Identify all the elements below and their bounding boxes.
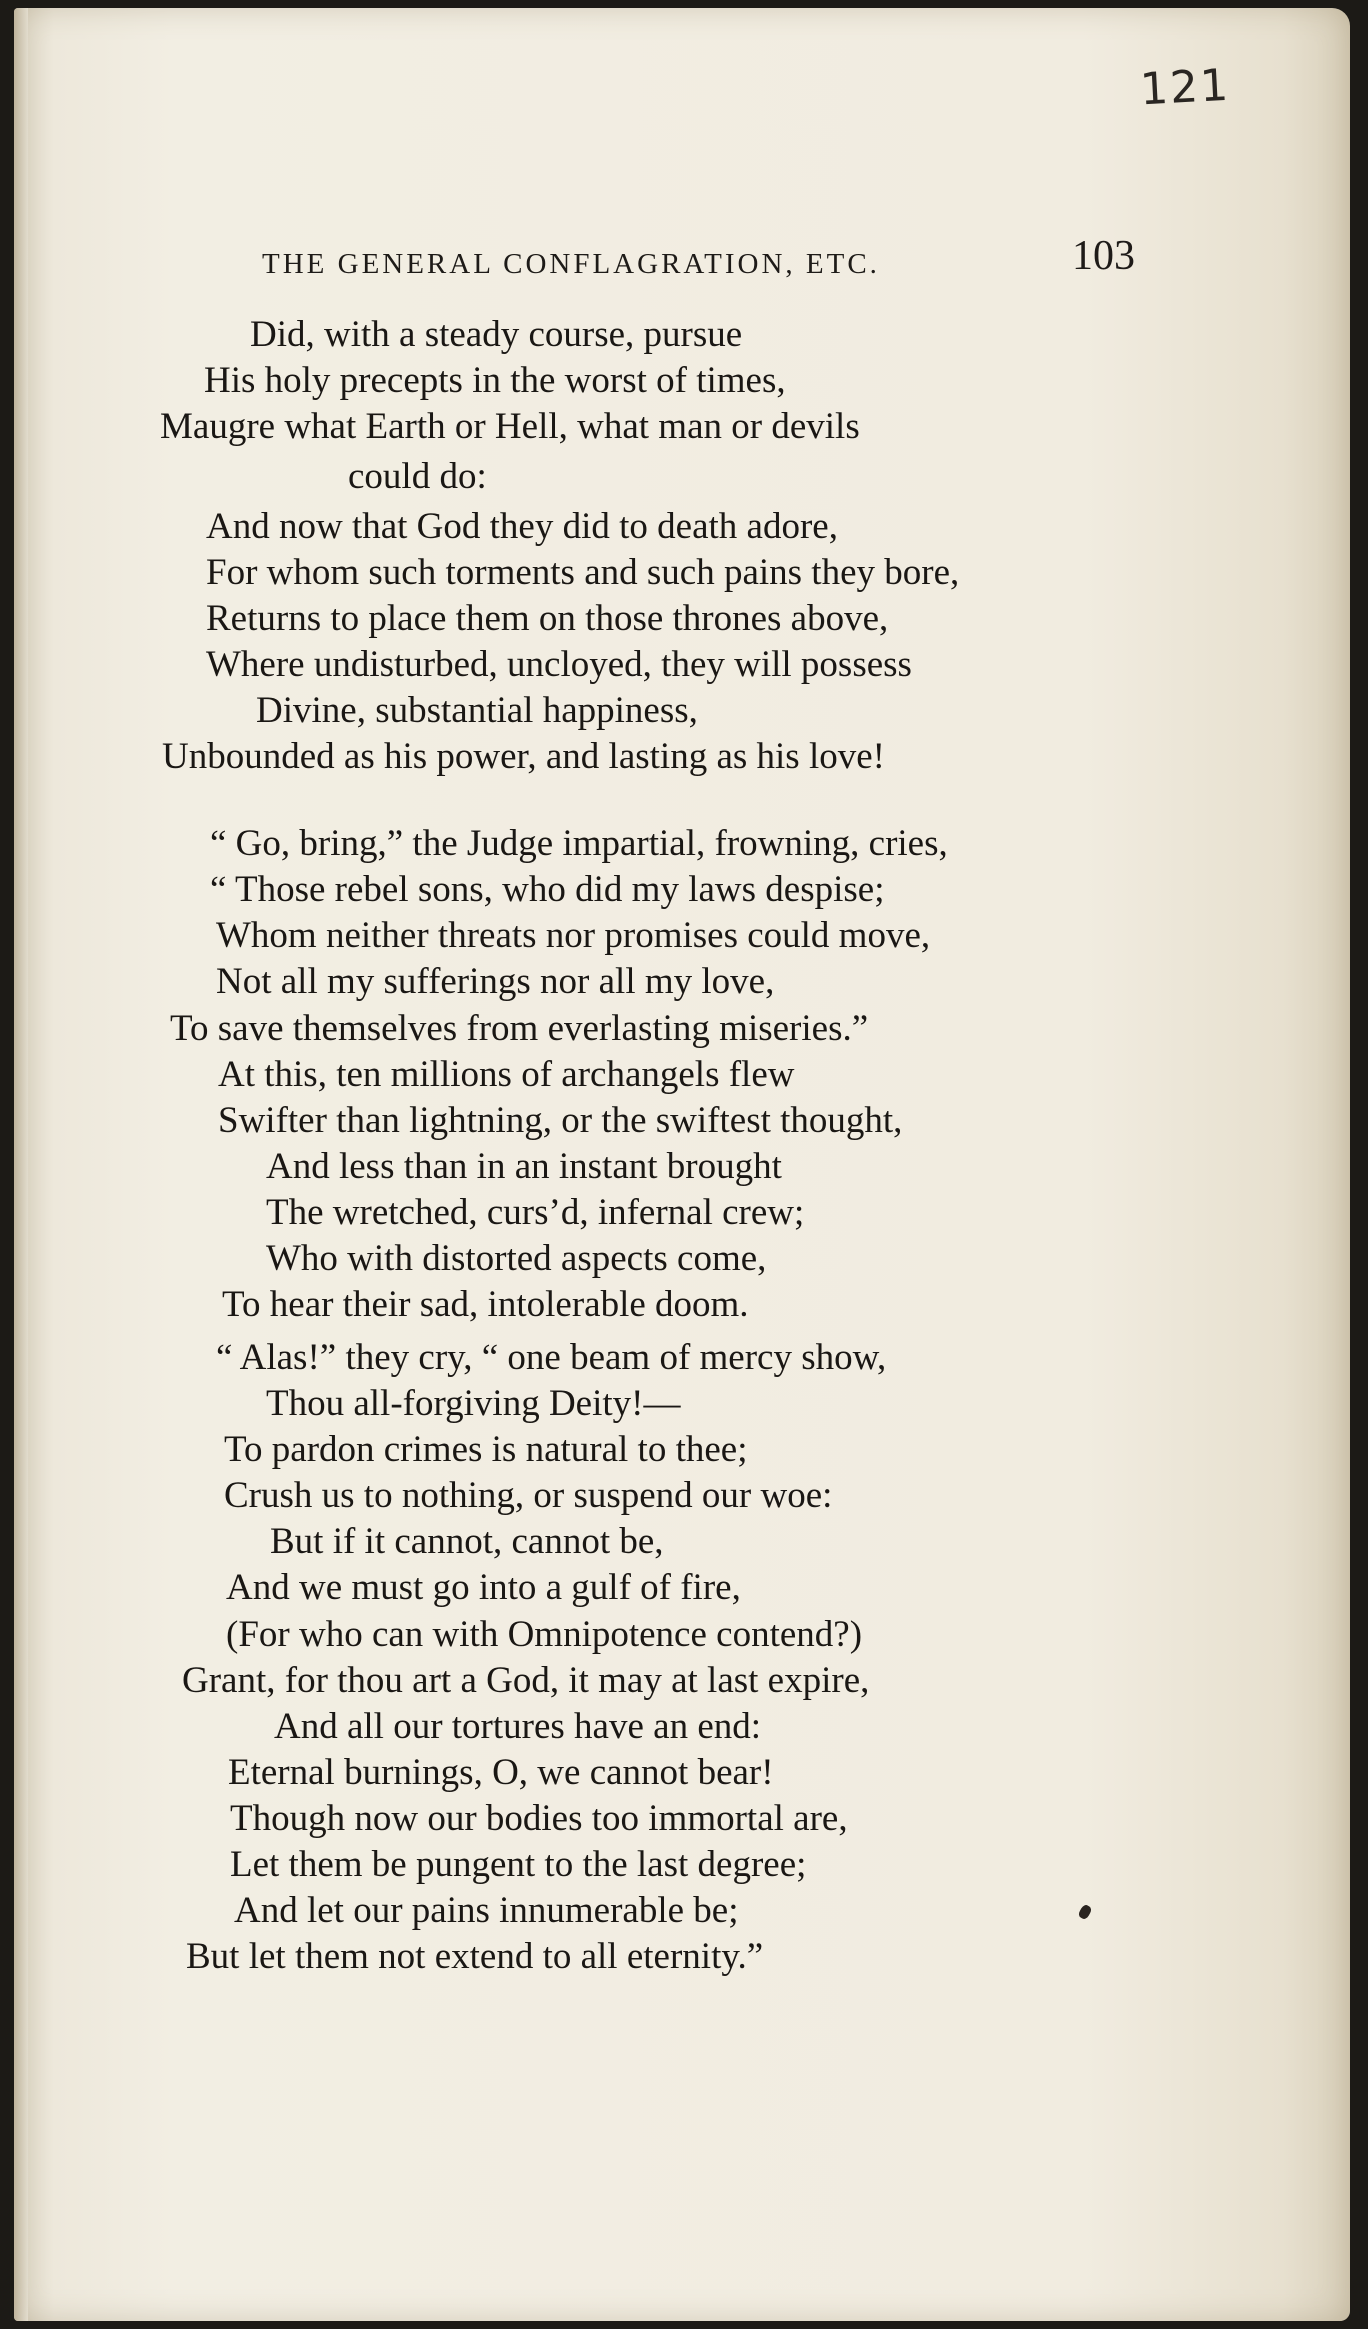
verse-line: Did, with a steady course, pursue [250, 314, 743, 355]
verse-line: Not all my sufferings nor all my love, [216, 961, 775, 1002]
verse-line: (For who can with Omnipotence contend?) [226, 1614, 863, 1655]
verse-line: And we must go into a gulf of fire, [226, 1567, 741, 1608]
verse-line: Eternal burnings, O, we cannot bear! [228, 1752, 774, 1793]
verse-line: At this, ten millions of archangels flew [218, 1054, 795, 1095]
verse-line: Returns to place them on those thrones above, [206, 598, 889, 639]
verse-line: But if it cannot, cannot be, [270, 1521, 664, 1562]
verse-line: “ Alas!” they cry, “ one beam of mercy show, [216, 1337, 887, 1378]
verse-line: His holy precepts in the worst of times, [204, 360, 786, 401]
page-number: 103 [1072, 233, 1135, 279]
verse-line: “ Those rebel sons, who did my laws despise; [210, 869, 885, 910]
verse-line: To hear their sad, intolerable doom. [222, 1284, 749, 1325]
verse-line: Where undisturbed, uncloyed, they will possess [206, 644, 912, 685]
verse-line: Whom neither threats nor promises could move, [216, 915, 931, 956]
verse-line: For whom such torments and such pains they bore, [206, 552, 960, 593]
verse-line: “ Go, bring,” the Judge impartial, frowning, cries, [210, 823, 948, 864]
running-title: THE GENERAL CONFLAGRATION, ETC. [262, 248, 880, 280]
handwritten-page-number: 121 [1138, 59, 1232, 116]
verse-line: The wretched, curs’d, infernal crew; [266, 1192, 805, 1233]
verse-line: To save themselves from everlasting miseries.” [170, 1008, 869, 1049]
verse-line: Let them be pungent to the last degree; [230, 1844, 807, 1885]
verse-line: But let them not extend to all eternity.” [186, 1936, 764, 1977]
verse-line: Maugre what Earth or Hell, what man or devils [160, 406, 860, 447]
verse-line: And less than in an instant brought [266, 1146, 782, 1187]
verse-line: Crush us to nothing, or suspend our woe: [224, 1475, 833, 1516]
verse-line: Though now our bodies too immortal are, [230, 1798, 848, 1839]
verse-line: And all our tortures have an end: [274, 1706, 762, 1747]
verse-line: Grant, for thou art a God, it may at last expire, [182, 1660, 870, 1701]
verse-line: could do: [348, 456, 487, 497]
verse-line: And let our pains innumerable be; [234, 1890, 739, 1931]
verse-line: Thou all-forgiving Deity!— [266, 1383, 681, 1424]
verse-line: Divine, substantial happiness, [256, 690, 698, 731]
verse-line: To pardon crimes is natural to thee; [224, 1429, 748, 1470]
verse-line: And now that God they did to death adore, [206, 506, 838, 547]
verse-line: Who with distorted aspects come, [266, 1238, 767, 1279]
verse-line: Swifter than lightning, or the swiftest thought, [218, 1100, 903, 1141]
verse-line: Unbounded as his power, and lasting as his love! [162, 736, 885, 777]
